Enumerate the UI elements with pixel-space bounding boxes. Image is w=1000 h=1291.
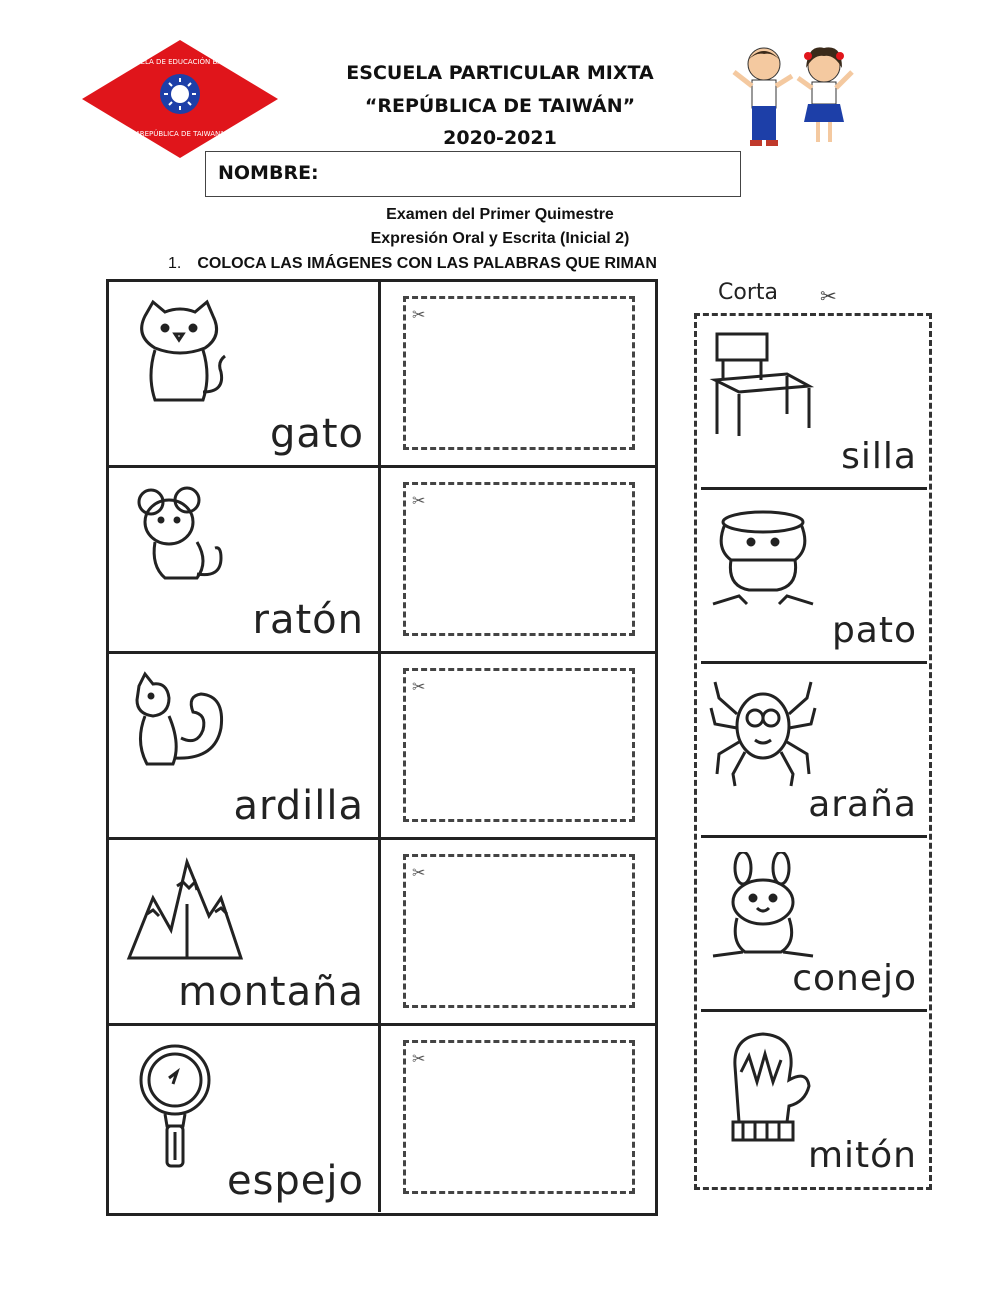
rhyme-word: pato bbox=[831, 610, 917, 651]
cat-icon bbox=[125, 296, 235, 406]
picture-cell bbox=[109, 654, 381, 837]
spider-icon bbox=[709, 678, 819, 788]
cutout-card[interactable] bbox=[701, 320, 927, 490]
scissors-icon: ✂ bbox=[412, 1051, 426, 1068]
rhyme-word: mitón bbox=[807, 1135, 917, 1176]
svg-text:ESCUELA DE EDUCACIÓN BÁSICA: ESCUELA DE EDUCACIÓN BÁSICA bbox=[121, 58, 239, 66]
rabbit-icon bbox=[709, 852, 819, 962]
rhyme-word: conejo bbox=[792, 958, 917, 999]
rhyme-word: ardilla bbox=[233, 783, 364, 829]
instruction bbox=[168, 255, 657, 273]
scissors-icon: ✂ bbox=[412, 679, 426, 696]
instruction-number: 1. bbox=[168, 255, 182, 272]
drop-zone[interactable] bbox=[403, 668, 635, 822]
school-name-line2: “REPÚBLICA DE TAIWÁN” bbox=[364, 95, 636, 117]
mitten-icon bbox=[709, 1026, 819, 1146]
rhyme-word: araña bbox=[808, 784, 917, 825]
rhyme-grid bbox=[106, 279, 658, 1216]
drop-zone[interactable] bbox=[403, 1040, 635, 1194]
picture-cell bbox=[109, 468, 381, 651]
cutout-card[interactable] bbox=[701, 1016, 927, 1186]
name-field[interactable] bbox=[205, 151, 741, 197]
exam-subject: Expresión Oral y Escrita (Inicial 2) bbox=[370, 230, 630, 247]
rhyme-word: montaña bbox=[178, 969, 364, 1015]
scissors-icon: ✂ bbox=[412, 493, 426, 510]
cutout-card[interactable] bbox=[701, 668, 927, 838]
cutout-cards bbox=[694, 313, 932, 1190]
table-row bbox=[109, 1026, 655, 1212]
picture-cell bbox=[109, 282, 381, 465]
instruction-text: COLOCA LAS IMÁGENES CON LAS PALABRAS QUE RIMAN bbox=[197, 255, 657, 272]
scissors-icon: ✂ bbox=[412, 865, 426, 882]
rhyme-word: gato bbox=[269, 411, 364, 457]
school-name-line1: ESCUELA PARTICULAR MIXTA bbox=[346, 62, 654, 84]
chair-icon bbox=[709, 330, 819, 440]
picture-cell bbox=[109, 840, 381, 1023]
school-logo bbox=[80, 38, 280, 160]
name-label: NOMBRE: bbox=[218, 162, 319, 184]
cut-label: Corta bbox=[718, 280, 778, 305]
cutout-card[interactable] bbox=[701, 842, 927, 1012]
mouse-icon bbox=[125, 482, 235, 592]
scissors-icon: ✂ bbox=[820, 286, 837, 308]
drop-zone[interactable] bbox=[403, 482, 635, 636]
scissors-icon: ✂ bbox=[412, 307, 426, 324]
rhyme-word: espejo bbox=[226, 1158, 364, 1204]
exam-title: Examen del Primer Quimestre bbox=[386, 206, 614, 223]
table-row bbox=[109, 840, 655, 1026]
table-row bbox=[109, 282, 655, 468]
mountain-icon bbox=[125, 854, 245, 964]
picture-cell bbox=[109, 1026, 381, 1212]
svg-text:"REPÚBLICA DE TAIWAN": "REPÚBLICA DE TAIWAN" bbox=[136, 130, 224, 138]
kids-illustration bbox=[728, 42, 860, 152]
cutout-card[interactable] bbox=[701, 494, 927, 664]
duck-icon bbox=[709, 504, 819, 614]
drop-zone[interactable] bbox=[403, 296, 635, 450]
table-row bbox=[109, 654, 655, 840]
drop-zone[interactable] bbox=[403, 854, 635, 1008]
mirror-icon bbox=[125, 1040, 235, 1180]
table-row bbox=[109, 468, 655, 654]
rhyme-word: ratón bbox=[252, 597, 364, 643]
squirrel-icon bbox=[125, 668, 235, 778]
rhyme-word: silla bbox=[841, 436, 917, 477]
school-year: 2020-2021 bbox=[443, 127, 557, 149]
